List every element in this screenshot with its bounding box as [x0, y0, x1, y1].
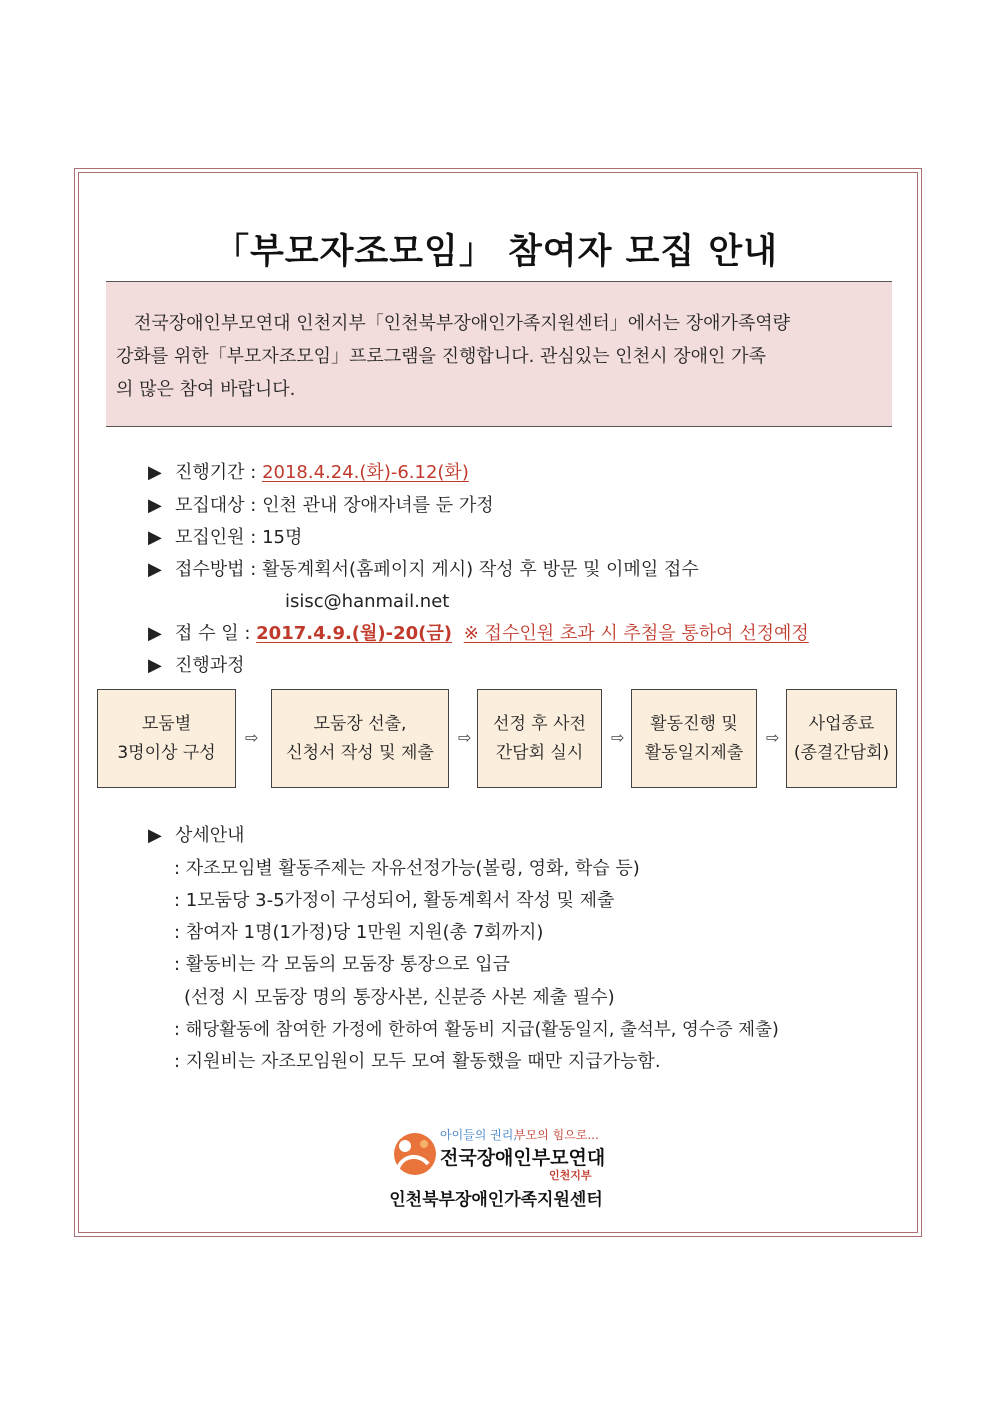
- date-note: ※ 접수인원 초과 시 추첨을 통하여 선정예정: [463, 623, 809, 644]
- center-name: 인천북부장애인가족지원센터: [389, 1190, 603, 1210]
- org-logo: [0, 1124, 992, 1184]
- method-value: 활동계획서(홈페이지 게시) 작성 후 방문 및 이메일 접수: [262, 559, 699, 580]
- target-value: 인천 관내 장애자녀를 둔 가정: [262, 495, 494, 516]
- bullet-icon: ▶: [148, 495, 162, 516]
- bullet-icon: ▶: [148, 527, 162, 548]
- detail-item: : 지원비는 자조모임원이 모두 모여 활동했을 때만 지급가능함.: [174, 1051, 661, 1072]
- method-row: [148, 558, 699, 582]
- detail-item: : 해당활동에 참여한 가정에 한하여 활동비 지급(활동일지, 출석부, 영수증 제출): [174, 1020, 779, 1040]
- process-label: 진행과정: [175, 655, 245, 676]
- intro-box: [106, 281, 892, 427]
- logo-org-name: 전국장애인부모연대: [440, 1147, 606, 1169]
- step-line: 선정 후 사전: [493, 713, 586, 734]
- arrow-right-icon: ⇨: [458, 728, 472, 747]
- logo-branch: 인천지부: [549, 1169, 592, 1182]
- details-label: 상세안내: [175, 825, 245, 846]
- process-step: [477, 689, 602, 788]
- count-label: 모집인원 :: [175, 527, 257, 548]
- arrow-right-icon: ⇨: [245, 728, 259, 747]
- bullet-icon: ▶: [148, 559, 162, 580]
- detail-item: : 참여자 1명(1가정)당 1만원 지원(총 7회까지): [174, 922, 544, 943]
- step-line: 간담회 실시: [495, 742, 584, 763]
- count-row: [148, 526, 302, 550]
- date-value: 2017.4.9.(월)-20(금): [256, 623, 453, 644]
- period-value: 2018.4.24.(화)-6.12(화): [262, 462, 469, 483]
- date-label: 접 수 일 :: [175, 623, 251, 644]
- arrow-right-icon: ⇨: [766, 728, 780, 747]
- bullet-icon: ▶: [148, 623, 162, 644]
- logo-slogan-a: 아이들의 권리,: [440, 1128, 518, 1142]
- bullet-icon: ▶: [148, 825, 162, 846]
- target-label: 모집대상 :: [175, 495, 257, 516]
- process-step: [631, 689, 757, 788]
- details-row: [148, 824, 245, 848]
- period-row: [148, 461, 469, 485]
- method-label: 접수방법 :: [175, 559, 257, 580]
- detail-item: : 1모둠당 3-5가정이 구성되어, 활동계획서 작성 및 제출: [174, 890, 615, 911]
- period-label: 진행기간 :: [175, 462, 257, 483]
- step-line: 사업종료: [808, 713, 875, 734]
- step-line: 3명이상 구성: [117, 742, 216, 763]
- process-step: [271, 689, 449, 788]
- logo-emblem-icon: [394, 1133, 436, 1175]
- intro-line: 의 많은 참여 바랍니다.: [116, 379, 296, 400]
- email-address[interactable]: isisc@hanmail.net: [285, 591, 450, 612]
- process-row: [148, 654, 245, 678]
- bullet-icon: ▶: [148, 655, 162, 676]
- detail-item: : 자조모임별 활동주제는 자유선정가능(볼링, 영화, 학습 등): [174, 858, 640, 879]
- step-line: 활동진행 및: [650, 713, 738, 734]
- page-title: 「부모자조모임」 참여자 모집 안내: [213, 232, 779, 272]
- bullet-icon: ▶: [148, 462, 162, 483]
- step-line: (종결간담회): [793, 742, 890, 763]
- arrow-right-icon: ⇨: [611, 728, 625, 747]
- target-row: [148, 494, 494, 518]
- step-line: 모둠장 선출,: [313, 713, 407, 734]
- process-step: [786, 689, 897, 788]
- count-value: 15명: [262, 527, 303, 548]
- step-line: 신청서 작성 및 제출: [286, 742, 434, 763]
- date-row: [148, 622, 809, 646]
- detail-item: : 활동비는 각 모둠의 모둠장 통장으로 입금: [174, 954, 510, 975]
- step-line: 활동일지제출: [644, 742, 744, 763]
- intro-line: 강화를 위한「부모자조모임」프로그램을 진행합니다. 관심있는 인천시 장애인 가족: [116, 346, 766, 367]
- process-step: [97, 689, 236, 788]
- detail-item: (선정 시 모둠장 명의 통장사본, 신분증 사본 제출 필수): [184, 987, 615, 1008]
- logo-slogan-b: 부모의 힘으로...: [514, 1128, 599, 1142]
- intro-line: 전국장애인부모연대 인천지부「인천북부장애인가족지원센터」에서는 장애가족역량: [134, 313, 791, 334]
- step-line: 모둠별: [141, 713, 192, 734]
